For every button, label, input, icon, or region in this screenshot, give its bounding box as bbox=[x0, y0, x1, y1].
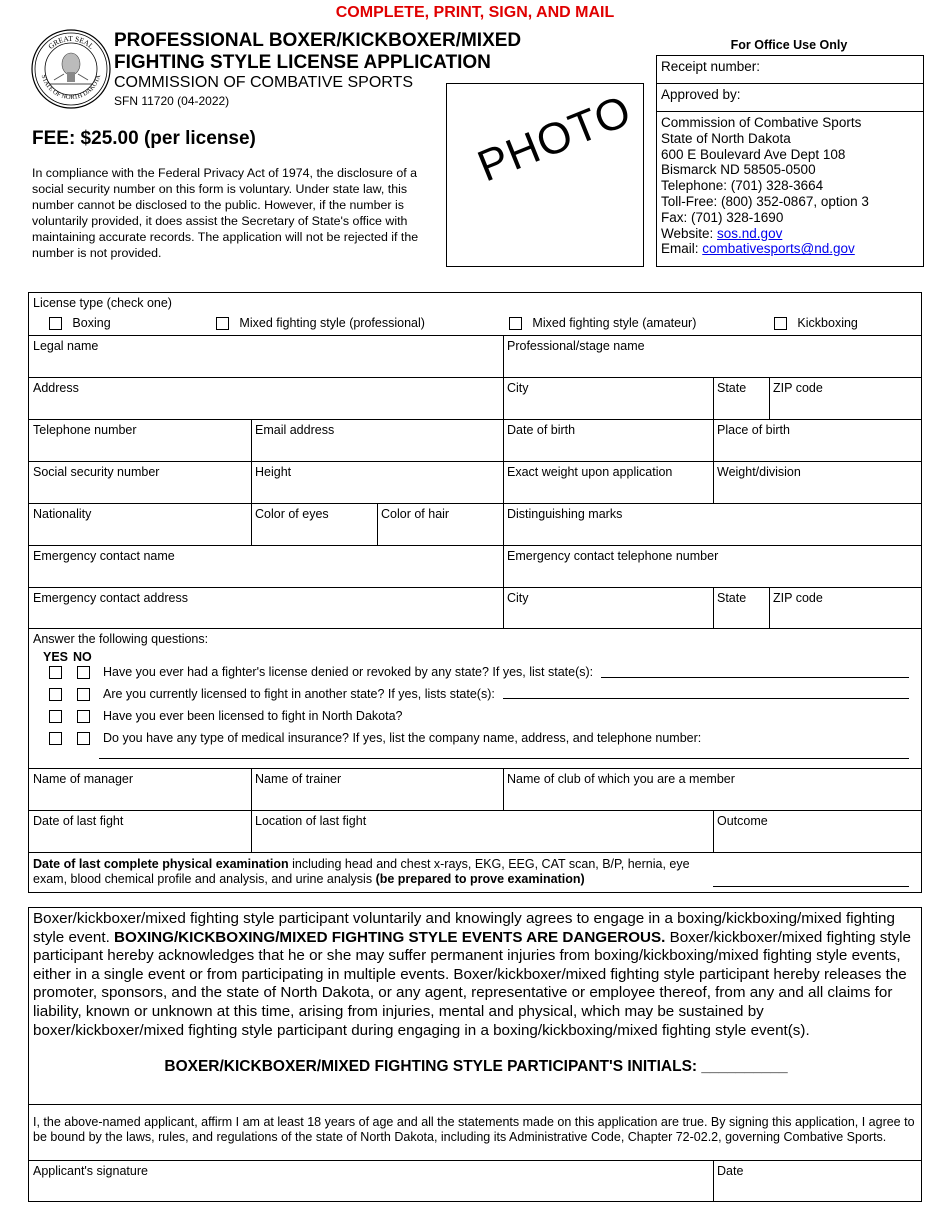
signature-date-field[interactable]: Date bbox=[717, 1164, 744, 1178]
weight-division-field[interactable]: Weight/division bbox=[717, 465, 801, 479]
office-use-heading: For Office Use Only bbox=[730, 38, 848, 52]
nationality-field[interactable]: Nationality bbox=[33, 507, 92, 521]
stage-name-field[interactable]: Professional/stage name bbox=[507, 339, 645, 353]
emergency-state-field[interactable]: State bbox=[717, 591, 747, 605]
physical-exam-date-line[interactable] bbox=[713, 886, 909, 887]
office-use-box bbox=[656, 55, 924, 267]
website-link[interactable]: sos.nd.gov bbox=[717, 225, 783, 241]
affirmation-text: I, the above-named applicant, affirm I am at least 18 years of age and all the statements made on this application are true. By signing this application, I agree to be bound by the laws, rules, and regulations of the state of North Dakota, including its Administrative Code, Chapter 72-02.2, governing Combative Sports. bbox=[33, 1115, 915, 1144]
ssn-field[interactable]: Social security number bbox=[33, 465, 160, 479]
question-1-text: Have you ever had a fighter's license denied or revoked by any state? If yes, list state(s): bbox=[103, 665, 594, 679]
weight-field[interactable]: Exact weight upon application bbox=[507, 465, 673, 479]
emergency-contact-address-field[interactable]: Emergency contact address bbox=[33, 591, 188, 605]
question-2-answer-line[interactable] bbox=[503, 698, 909, 699]
question-1-no-checkbox[interactable] bbox=[73, 662, 94, 682]
agency-name: COMMISSION OF COMBATIVE SPORTS bbox=[114, 74, 413, 91]
zip-field[interactable]: ZIP code bbox=[773, 381, 823, 395]
question-3-yes-checkbox[interactable] bbox=[45, 706, 66, 726]
question-4-no-checkbox[interactable] bbox=[73, 728, 94, 748]
license-option-boxing[interactable]: Boxing bbox=[45, 313, 115, 333]
mixed-professional-checkbox[interactable] bbox=[216, 317, 229, 330]
question-1-yes-checkbox[interactable] bbox=[45, 662, 66, 682]
application-form bbox=[28, 292, 922, 893]
emergency-city-field[interactable]: City bbox=[507, 591, 529, 605]
privacy-notice: In compliance with the Federal Privacy Act of 1974, the disclosure of a social security number on this form is voluntary. Under state law, this number cannot be disclosed to the public. However, if the number is voluntarily provided, it does assist the Secretary of State's office with maintaining accurate records. The application will not be rejected if the number is not provided. bbox=[32, 166, 419, 260]
eye-color-field[interactable]: Color of eyes bbox=[255, 507, 329, 521]
legal-name-field[interactable]: Legal name bbox=[33, 339, 99, 353]
place-of-birth-field[interactable]: Place of birth bbox=[717, 423, 790, 437]
club-name-field[interactable]: Name of club of which you are a member bbox=[507, 772, 735, 786]
license-option-kickboxing[interactable]: Kickboxing bbox=[770, 313, 862, 333]
participant-initials-line[interactable]: BOXER/KICKBOXER/MIXED FIGHTING STYLE PARTICIPANT'S INITIALS: __________ bbox=[164, 1058, 788, 1075]
question-4-text: Do you have any type of medical insurance? If yes, list the company name, address, and telephone number: bbox=[103, 731, 702, 745]
questions-label: Answer the following questions: bbox=[33, 632, 209, 646]
fee-label: FEE: $25.00 (per license) bbox=[32, 128, 256, 149]
email-link[interactable]: combativesports@nd.gov bbox=[702, 241, 855, 257]
question-2-text: Are you currently licensed to fight in another state? If yes, lists state(s): bbox=[103, 687, 495, 701]
distinguishing-marks-field[interactable]: Distinguishing marks bbox=[507, 507, 623, 521]
waiver-section bbox=[28, 907, 922, 1202]
telephone-field[interactable]: Telephone number bbox=[33, 423, 137, 437]
emergency-contact-name-field[interactable]: Emergency contact name bbox=[33, 549, 175, 563]
question-4-answer-line[interactable] bbox=[99, 758, 909, 759]
question-4-yes-checkbox[interactable] bbox=[45, 728, 66, 748]
last-fight-location-field[interactable]: Location of last fight bbox=[255, 814, 367, 828]
boxing-checkbox[interactable] bbox=[49, 317, 62, 330]
yes-header: YES bbox=[43, 650, 69, 664]
receipt-number-field[interactable]: Receipt number: bbox=[657, 56, 923, 84]
photo-label: PHOTO bbox=[471, 85, 639, 192]
license-option-mixed-amateur[interactable]: Mixed fighting style (amateur) bbox=[505, 313, 700, 333]
applicant-signature-field[interactable]: Applicant's signature bbox=[33, 1164, 148, 1178]
email-field[interactable]: Email address bbox=[255, 423, 335, 437]
question-3-text: Have you ever been licensed to fight in North Dakota? bbox=[103, 709, 403, 723]
question-1-answer-line[interactable] bbox=[601, 677, 909, 678]
mixed-amateur-checkbox[interactable] bbox=[509, 317, 522, 330]
form-title: PROFESSIONAL BOXER/KICKBOXER/MIXED FIGHTING STYLE LICENSE APPLICATION bbox=[114, 30, 522, 73]
city-field[interactable]: City bbox=[507, 381, 529, 395]
emergency-zip-field[interactable]: ZIP code bbox=[773, 591, 823, 605]
hair-color-field[interactable]: Color of hair bbox=[381, 507, 450, 521]
license-type-label: License type (check one) bbox=[33, 296, 172, 310]
trainer-name-field[interactable]: Name of trainer bbox=[255, 772, 342, 786]
form-number: SFN 11720 (04-2022) bbox=[114, 94, 230, 108]
license-option-mixed-professional[interactable]: Mixed fighting style (professional) bbox=[212, 313, 429, 333]
emergency-contact-phone-field[interactable]: Emergency contact telephone number bbox=[507, 549, 719, 563]
address-field[interactable]: Address bbox=[33, 381, 79, 395]
approved-by-field[interactable]: Approved by: bbox=[657, 84, 923, 112]
kickboxing-checkbox[interactable] bbox=[774, 317, 787, 330]
state-seal-logo bbox=[30, 28, 112, 110]
mail-instruction-banner: COMPLETE, PRINT, SIGN, AND MAIL bbox=[335, 4, 615, 21]
question-2-no-checkbox[interactable] bbox=[73, 684, 94, 704]
height-field[interactable]: Height bbox=[255, 465, 292, 479]
physical-exam-label: Date of last complete physical examination including head and chest x-rays, EKG, EEG, CAT scan, B/P, hernia, eye exam, blood chemical profile and analysis, and urine analysis (be prepared to prove examination) bbox=[33, 857, 690, 886]
date-of-birth-field[interactable]: Date of birth bbox=[507, 423, 576, 437]
photo-box[interactable] bbox=[446, 83, 644, 267]
question-2-yes-checkbox[interactable] bbox=[45, 684, 66, 704]
outcome-field[interactable]: Outcome bbox=[717, 814, 768, 828]
waiver-text: Boxer/kickboxer/mixed fighting style participant voluntarily and knowingly agrees to engage in a boxing/kickboxing/mixed fighting style event. BOXING/KICKBOXING/MIXED FIGHTING STYLE EVENTS ARE DANGEROUS. Boxer/kickboxer/mixed fighting style participant hereby acknowledges that he or she may suffer permanent injuries from boxing/kickboxing/mixed fighting style events, either in a single event or from participating in multiple events. Boxer/kickboxer/mixed fighting style participant hereby releases the promoter, sponsors, and the state of North Dakota, or any agent, representative or employee thereof, from any and all claims for liability, known or unknown at this time, arising from injuries, mental and physical, which may be sustained by boxer/kickboxer/mixed fighting style participant during engaging in a boxing/kickboxing/mixed fighting style event(s). bbox=[33, 910, 911, 1039]
svg-text:GREAT SEAL: GREAT SEAL bbox=[46, 33, 96, 51]
manager-name-field[interactable]: Name of manager bbox=[33, 772, 134, 786]
commission-contact-info: Commission of Combative Sports State of North Dakota 600 E Boulevard Ave Dept 108 Bismarck ND 58505-0500 Telephone: (701) 328-3664 Toll-Free: (800) 352-0867, option 3 Fax: (701) 328-1690 Website: sos.nd.gov Email: combativesports@nd.gov bbox=[661, 115, 869, 257]
svg-text:STATE OF NORTH DAKOTA: STATE OF NORTH DAKOTA bbox=[39, 73, 103, 102]
state-field[interactable]: State bbox=[717, 381, 747, 395]
question-3-no-checkbox[interactable] bbox=[73, 706, 94, 726]
no-header: NO bbox=[73, 650, 92, 664]
last-fight-date-field[interactable]: Date of last fight bbox=[33, 814, 124, 828]
